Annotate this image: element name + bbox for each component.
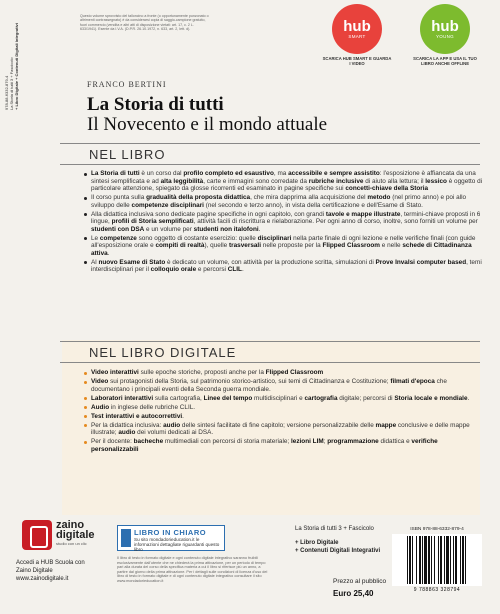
license-fine-print: Il libro di testo in formato digitale e ogni contenuto digitale integrativo saranno fruibili esclusivamente dall'utente che ne chiederà la prima attivazione, per un periodo di tempo pari alla durata del corso della specifica materia a cui il libro si riferisce più un anno, a partire dal giorno della prima attivazione. Per i dettagli sulle condizioni di licenza d'uso del libro di testo in formato digitale e di ogni contenuto digitale integrativo consultare il sito www.mondadorieducation.it [117,556,268,583]
text: che documentano i principali eventi della Seconda guerra mondiale. [91,378,447,393]
text: Per la didattica inclusiva: [91,421,164,429]
text: : l'esposizione è affiancata da una sintesi semplificata e ad [91,170,476,185]
spine-title: La Storia di tutti 3 + Fascicolo [9,57,14,110]
author: FRANCO BERTINI [87,80,167,89]
nel-libro-digitale-item [84,378,484,393]
emphasis: studenti con DSA [91,225,145,233]
emphasis: Test interattivi e autocorrettivi [91,412,183,420]
nel-libro-item [84,194,484,209]
text: , che mira dapprima alla acquisizione del [250,194,368,201]
isbn: ISBN 978-88-6332-879-4 [410,527,464,532]
price-label: Prezzo al pubblico [333,578,387,585]
hub-smart-caption: SCARICA HUB SMART E GUARDA I VIDEO [322,56,392,66]
emphasis: competenze [99,234,137,242]
divider [60,341,480,342]
emphasis: rubriche inclusive [308,177,364,185]
section-heading-nel-libro: NEL LIBRO [89,147,166,162]
emphasis: metodo [367,194,391,201]
emphasis: profilo completo ed esaustivo [183,170,274,177]
text: , carte e immagini sono corredate da [203,177,309,185]
text: . [107,249,110,257]
emphasis: schede di Cittadinanza attiva [91,242,472,257]
text: è un corso dal [139,170,184,177]
nel-libro-item [84,211,484,234]
text: e nelle [379,242,403,249]
emphasis: Flipped Classroom [322,242,380,249]
emphasis: lessico [425,177,447,185]
emphasis: cartografia [304,394,338,402]
emphasis: Linee del tempo [203,394,253,402]
emphasis: audio [163,421,181,429]
hub-young-caption: SCARICA LA APP E USA IL TUO LIBRO ANCHE OFFLINE [413,56,477,66]
nel-libro-digitale-item [84,422,484,437]
emphasis: bacheche [133,438,164,445]
text: multidisciplinari e [252,394,305,402]
barcode-number: 9 788863 328794 [413,587,461,593]
text: . [182,412,184,420]
legal-notice: Questo volume sprovvisto del talloncino a fronte (o opportunamente punzonato o altrimenti contrassegnato) è da considerarsi copia di saggio-campione gratuito, fuori commercio (vendita e altri atti di disposizione vietati: art. 17, c. 2 L. 633/1941). Esente da I.V.A. (D.P.R. 26.10.1972, n. 633, art. 2, lett. d). [80,14,209,31]
zaino-url[interactable]: www.zainodigitale.it [16,576,69,582]
text: . [467,394,470,402]
zaino-wordmark: zaino digitale [56,519,95,541]
emphasis: lezioni LIM [291,438,324,445]
text: e un volume per [144,225,194,233]
book-icon [121,529,131,547]
text: sono oggetto di costante esercizio: quelle [136,234,258,242]
text: delle sintesi facilitate di fine capitolo; versione personalizzabile delle [180,421,376,429]
emphasis: La Storia di tutti [91,170,140,177]
emphasis: Storia locale e mondiale [394,394,468,402]
text: sulla cartografia, [153,394,204,402]
price: Euro 25,40 [333,589,374,598]
text: nella parte finale di ogni lezione e nelle verifiche finali (con guide all'esposizione orale e [91,234,476,249]
text: Per il docente: [91,438,134,445]
text: (nel secondo e terzo anno), in vista della certificazione e dell'Esame di Stato. [203,201,423,209]
nel-libro-item [84,235,484,258]
text: . [258,225,261,233]
spine-digital: + Libro Digitale + Contenuti Digitali Integrativi [14,23,19,110]
text: sulle epoche storiche, proposti anche per la [138,369,266,376]
text: didattica e [378,438,412,445]
emphasis: concetti-chiave della Storia [345,185,429,192]
hub-young-sub: YOUNG [435,34,454,39]
nel-libro-list [84,170,484,275]
nel-libro-digitale-item [84,369,484,377]
emphasis: Laboratori interattivi [91,394,154,402]
text: digitale; percorsi di [337,394,395,402]
text: ; [323,438,328,445]
text: conclusive e delle mappe illustrate; [91,421,470,436]
nel-libro-digitale-item [84,395,484,403]
hub-smart-wordmark: hub [343,18,371,35]
hub-smart-sub: SMART [348,34,366,39]
emphasis: mappe [375,421,397,429]
text: di aiuto alla lettura; il [363,177,426,185]
hub-young-badge [410,4,480,66]
zaino-text: Accedi a HUB Scuola con Zaino Digitale [16,560,85,574]
hub-young-wordmark: hub [431,18,459,35]
hub-smart-logo [332,4,382,54]
barcode-bars [392,534,482,586]
emphasis: tavole e mappe illustrate [325,210,401,218]
zaino-tagline: studio con un clic [56,541,87,546]
text: Alla didattica inclusiva sono dedicate pagine specifiche in ogni capitolo, con grandi [91,210,326,218]
emphasis: audio [118,429,136,436]
libro-in-chiaro-box [117,525,225,551]
emphasis: programmazione [327,438,379,445]
spine-isbn: 978-88-6332-879-4 [4,75,9,110]
emphasis: Video [91,378,109,385]
emphasis: nuovo Esame di Stato [98,258,166,266]
emphasis: CLIL [227,266,242,273]
emphasis: filmati d'epoca [390,378,435,385]
text: sui protagonisti della Storia, sul patrimonio storico-artistico, sui temi di Cittadinanza e Costituzione; [108,378,391,385]
text: dei volumi dedicati ai DSA. [135,429,214,436]
text: , termini-chiave proposti in 6 lingue, [91,210,481,225]
emphasis: profili di Storia semplificati [111,218,194,225]
product-line-1: La Storia di tutti 3 + Fascicolo [295,526,374,532]
libro-in-chiaro-body: Su sito mondadorieducation.it le informazioni dettagliate riguardanti questo libro [134,537,220,552]
libro-in-chiaro-heading: LIBRO IN CHIARO [134,528,207,537]
book-subtitle: Il Novecento e il mondo attuale [87,114,328,135]
text: e percorsi [196,266,228,273]
emphasis: gradualità della proposta didattica [146,194,251,201]
divider [60,143,480,144]
text: ), quelle [204,242,229,249]
text: multimediali con percorsi di storia materiale; [163,438,291,445]
backpack-icon [22,520,52,550]
emphasis: Flipped Classroom [265,369,324,376]
barcode-bar [466,536,468,584]
text: . [241,266,244,273]
emphasis: accessibile e sempre assistito [288,170,380,177]
nel-libro-item [84,170,484,193]
nel-libro-digitale-item [84,413,484,421]
hub-young-logo [420,4,470,54]
text: Al [91,258,99,266]
emphasis: Audio [91,403,110,411]
emphasis: Prove Invalsi computer based [375,258,467,266]
nel-libro-digitale-item [84,438,484,453]
emphasis: competenze disciplinari [131,201,204,209]
text: , temi interdisciplinari per il [91,258,482,273]
product-info [295,525,380,555]
emphasis: colloquio orale [150,266,197,273]
product-line-2: + Libro Digitale [295,540,339,546]
emphasis: compiti di realtà [155,242,205,249]
emphasis: Video interattivi [91,369,139,376]
nel-libro-item [84,259,484,274]
emphasis: trasversali [229,242,261,249]
spine-text [4,23,19,110]
emphasis: studenti non italofoni [193,225,259,233]
nel-libro-digitale-list [84,369,484,455]
text: , ma [273,170,289,177]
emphasis: disciplinari [257,234,292,242]
divider [60,164,480,165]
text: (nel primo anno) e poi allo sviluppo delle [91,194,467,209]
barcode [392,527,482,599]
text: è dedicato un volume, con attività per la produzione scritta, simulazioni di [165,258,376,266]
text: Le [91,234,100,242]
text: , attività facili di riscrittura e rielaborazione. Per ogni anno di corso, inoltre, sono forniti un volume per [193,218,478,225]
divider [60,362,480,363]
emphasis: verifiche personalizzabili [91,438,438,453]
section-heading-nel-libro-digitale: NEL LIBRO DIGITALE [89,345,237,360]
text: in inglese delle rubriche CLIL. [109,403,196,411]
zaino-digitale [16,520,96,584]
text: Il corso punta sulla [91,194,147,201]
text: è oggetto di particolare attenzione, spiegato da glosse ricorrenti ed esaminato in pagine specifiche sui [91,177,483,192]
nel-libro-digitale-item [84,404,484,412]
hub-smart-badge [322,4,392,66]
emphasis: alta leggibilità [160,177,204,185]
book-title: La Storia di tutti [87,94,224,115]
product-line-3: + Contenuti Digitali Integrativi [295,548,381,554]
text: nelle proposte per la [260,242,323,249]
